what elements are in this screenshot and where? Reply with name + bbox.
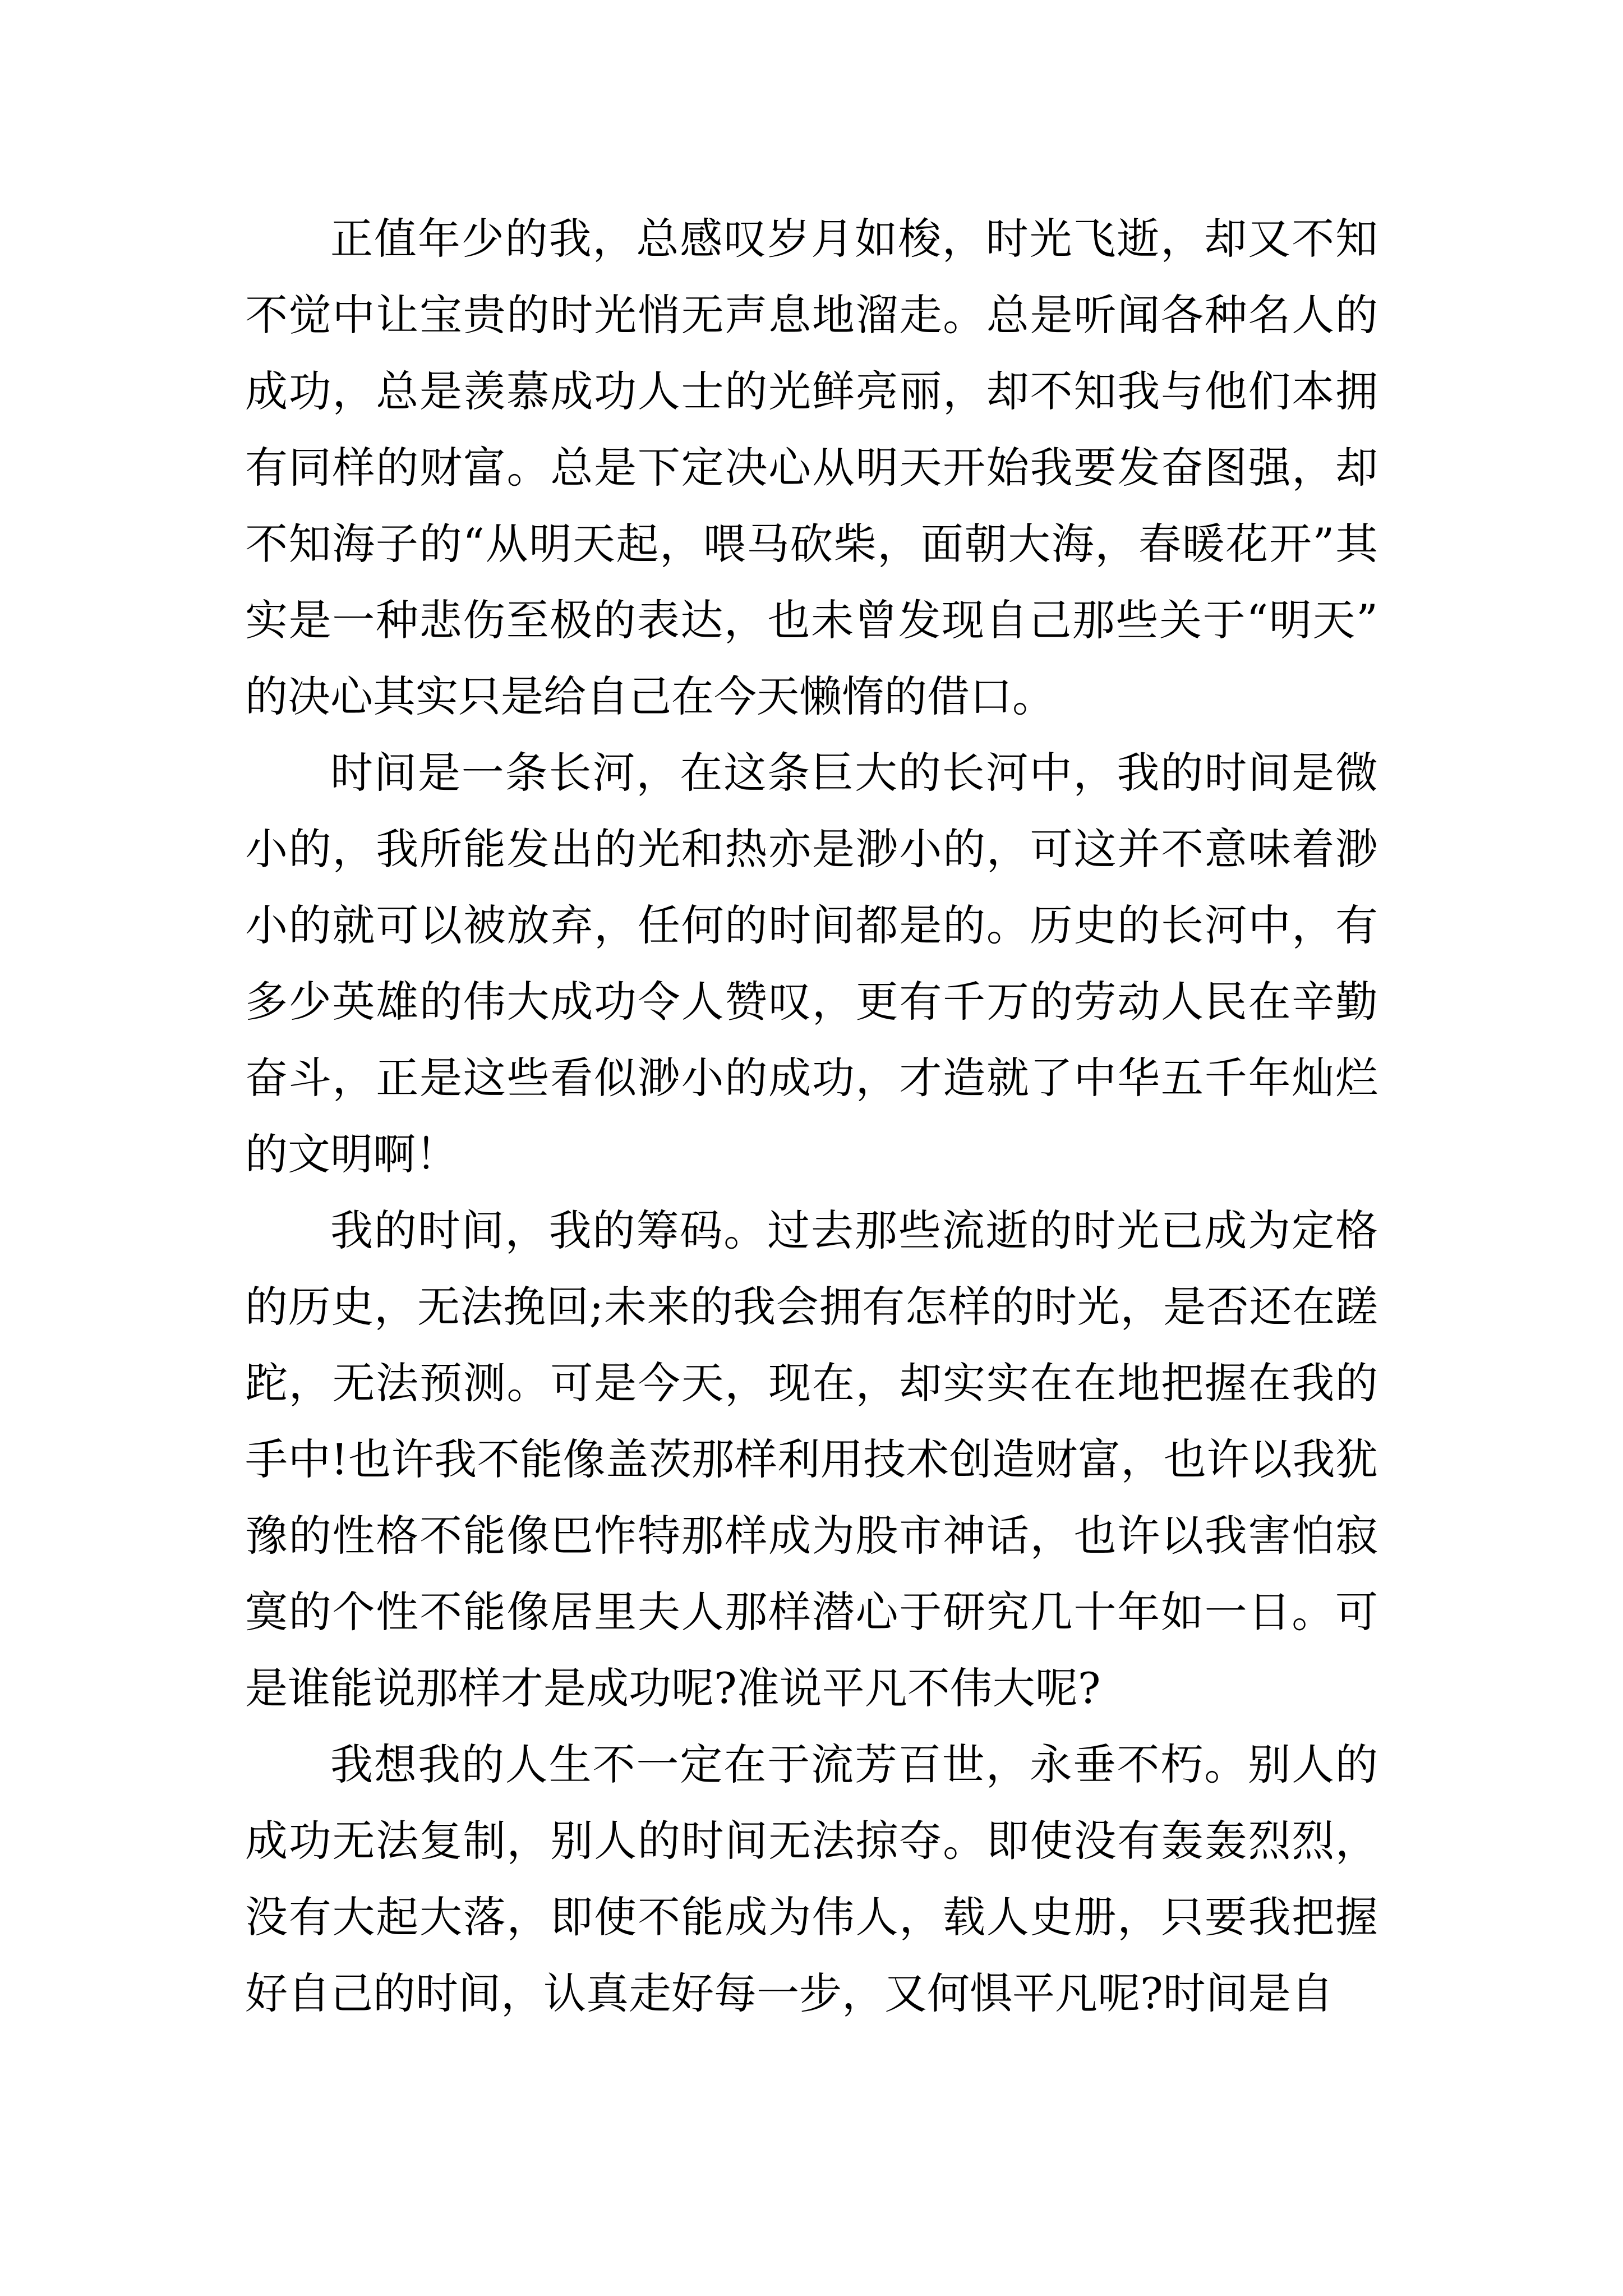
paragraph-4: 我想我的人生不一定在于流芳百世，永垂不朽。别人的成功无法复制，别人的时间无法掠夺。即使没有轰轰烈烈，没有大起大落，即使不能成为伟人，载人史册，只要我把握好自己的时间，认真走好每一步，又何惧平凡呢?时间是自 bbox=[245, 1740, 1378, 2018]
paragraph-2: 时间是一条长河，在这条巨大的长河中，我的时间是微小的，我所能发出的光和热亦是渺小的，可这并不意味着渺小的就可以被放弃，任何的时间都是的。历史的长河中，有多少英雄的伟大成功令人赞叹，更有千万的劳动人民在辛勤奋斗，正是这些看似渺小的成功，才造就了中华五千年灿烂的文明啊！ bbox=[245, 748, 1378, 1179]
paragraph-1: 正值年少的我，总感叹岁月如梭，时光飞逝，却又不知不觉中让宝贵的时光悄无声息地溜走。总是听闻各种名人的成功，总是羡慕成功人士的光鲜亮丽，却不知我与他们本拥有同样的财富。总是下定决心从明天开始我要发奋图强，却不知海子的“从明天起，喂马砍柴，面朝大海，春暖花开”其实是一种悲伤至极的表达，也未曾发现自己那些关于“明天”的决心其实只是给自己在今天懒惰的借口。 bbox=[245, 214, 1378, 721]
paragraph-3: 我的时间，我的筹码。过去那些流逝的时光已成为定格的历史，无法挽回;未来的我会拥有怎样的时光，是否还在蹉跎，无法预测。可是今天，现在，却实实在在地把握在我的手中!也许我不能像盖茨那样利用技术创造财富，也许以我犹豫的性格不能像巴怍特那样成为股市神话，也许以我害怕寂寞的个性不能像居里夫人那样潜心于研究几十年如一日。可是谁能说那样才是成功呢?准说平凡不伟大呢? bbox=[245, 1205, 1378, 1713]
essay-text-block bbox=[245, 201, 1378, 2032]
